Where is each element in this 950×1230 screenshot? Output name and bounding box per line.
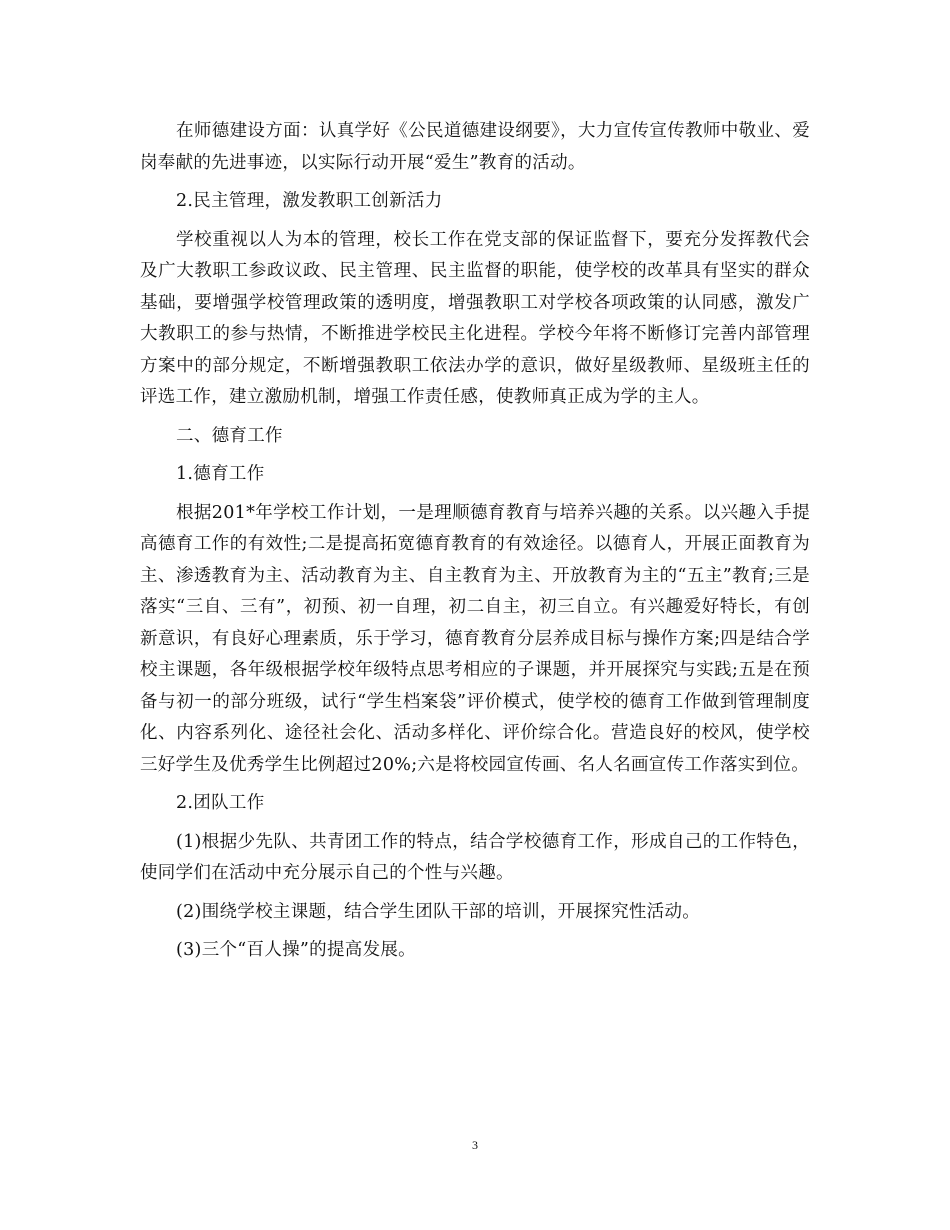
- page-number: 3: [472, 1138, 478, 1152]
- heading-team-work: 2.团队工作: [176, 793, 265, 813]
- paragraph-teacher-ethics: 在师德建设方面：认真学好《公民道德建设纲要》，大力宣传宣传教师中敬业、爱岗奉献的先进事迹，以实际行动开展“爱生”教育的活动。: [140, 121, 810, 173]
- list-item-team-work-2: (2)围绕学校主课题，结合学生团队干部的培训，开展探究性活动。: [176, 901, 701, 922]
- heading-moral-education-work: 1.德育工作: [176, 464, 265, 484]
- list-item-team-work-3: (3)三个“百人操”的提高发展。: [176, 940, 416, 960]
- document-body: [140, 116, 810, 974]
- heading-democratic-management: 2.民主管理，激发教职工创新活力: [176, 191, 443, 211]
- paragraph-moral-education-plan: 根据201*年学校工作计划，一是理顺德育教育与培养兴趣的关系。以兴趣入手提高德育工作的有效性;二是提高拓宽德育教育的有效途径。以德育人，开展正面教育为主、渗透教育为主、活动教育为主、自主教育为主、开放教育为主的“五主”教育;三是落实“三自、三有”，初预、初一自理，初二自主，初三自立。有兴趣爱好特长，有创新意识，有良好心理素质，乐于学习，德育教育分层养成目标与操作方案;四是结合学校主课题，各年级根据学校年级特点思考相应的子课题，并开展探究与实践;五是在预备与初一的部分班级，试行“学生档案袋”评价模式，使学校的德育工作做到管理制度化、内容系列化、途径社会化、活动多样化、评价综合化。营造良好的校风，使学校三好学生及优秀学生比例超过20%;六是将校园宣传画、名人名画宣传工作落实到位。: [140, 502, 810, 775]
- paragraph-democratic-management: 学校重视以人为本的管理，校长工作在党支部的保证监督下，要充分发挥教代会及广大教职工参政议政、民主管理、民主监督的职能，使学校的改革具有坚实的群众基础，要增强学校管理政策的透明度，增强教职工对学校各项政策的认同感，激发广大教职工的参与热情，不断推进学校民主化进程。学校今年将不断修订完善内部管理方案中的部分规定，不断增强教职工依法办学的意识，做好星级教师、星级班主任的评选工作，建立激励机制，增强工作责任感，使教师真正成为学的主人。: [140, 229, 810, 407]
- section-heading-moral-education: 二、德育工作: [176, 425, 283, 446]
- list-item-team-work-1: (1)根据少先队、共青团工作的特点，结合学校德育工作，形成自己的工作特色，使同学们在活动中充分展示自己的个性与兴趣。: [140, 831, 810, 883]
